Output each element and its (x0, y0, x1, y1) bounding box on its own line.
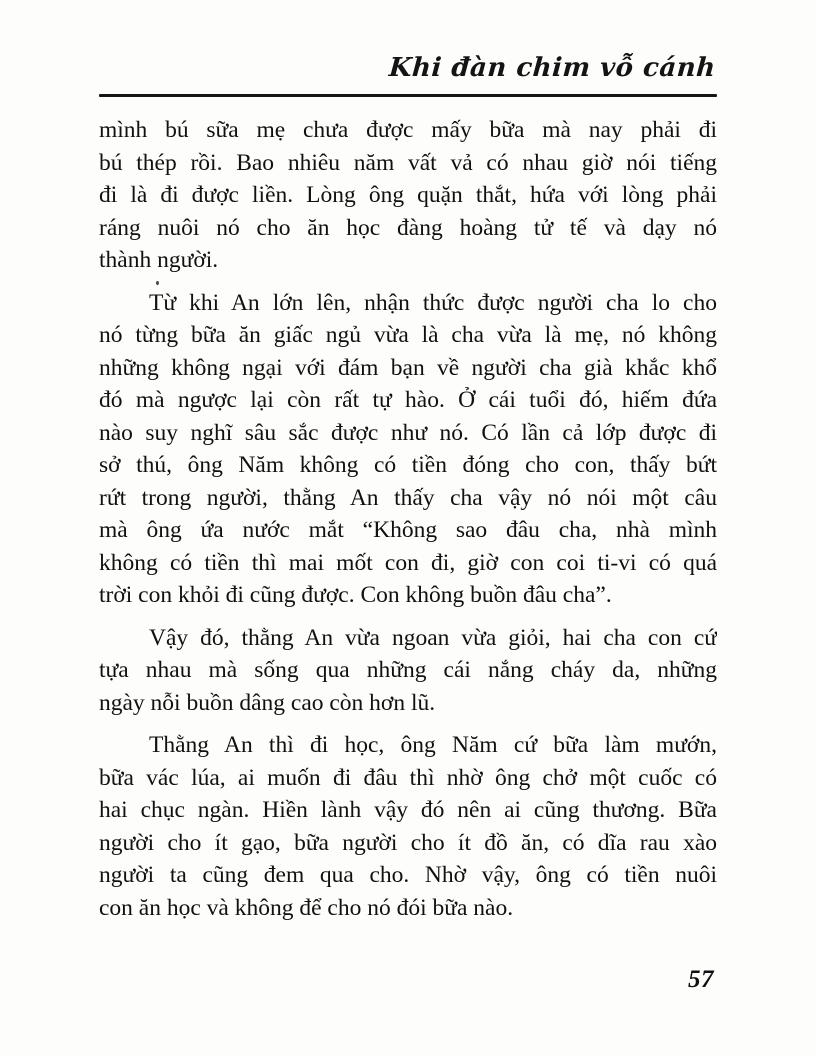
text-line: thành người. (99, 247, 219, 273)
text-line: bú thép rồi. Bao nhiêu năm vất vả có nhau giờ nói tiếng (99, 149, 717, 176)
text-line: đó mà ngược lại còn rất tự hào. Ở cái tuổi đó, hiếm đứa (99, 387, 717, 413)
text-line: con ăn học và không để cho nó đói bữa nào. (99, 894, 514, 921)
paragraph (99, 622, 717, 720)
text-line: đi là đi được liền. Lòng ông quặn thắt, hứa với lòng phải (99, 182, 717, 208)
running-head-title: Khi đàn chim vỗ cánh (388, 53, 718, 83)
text-line: trời con khỏi đi cũng được. Con không buồn đâu cha”. (99, 582, 612, 608)
text-line: bữa vác lúa, ai muốn đi đâu thì nhờ ông chở một cuốc có (99, 764, 717, 791)
paragraph (99, 287, 717, 612)
text-line: ngày nỗi buồn dâng cao còn hơn lũ. (99, 689, 436, 716)
text-line: hai chục ngàn. Hiền lành vậy đó nên ai cũng thương. Bữa (99, 797, 717, 823)
text-line: mình bú sữa mẹ chưa được mấy bữa mà nay phải đi (99, 117, 717, 143)
text-line: Vậy đó, thằng An vừa ngoan vừa giỏi, hai cha con cứ (149, 624, 717, 651)
paragraph (99, 114, 717, 277)
text-line: Từ khi An lớn lên, nhận thức được người cha lo cho (149, 289, 717, 316)
text-line: sở thú, ông Năm không có tiền đóng cho con, thấy bứt (99, 452, 717, 478)
text-line: Thằng An thì đi học, ông Năm cứ bữa làm mướn, (149, 732, 717, 758)
text-line: người ta cũng đem qua cho. Nhờ vậy, ông có tiền nuôi (99, 862, 717, 888)
page-number: 57 (688, 966, 714, 993)
body-text (99, 114, 717, 924)
text-line: những không ngại với đám bạn về người cha già khắc khổ (99, 354, 717, 381)
text-line: nó từng bữa ăn giấc ngủ vừa là cha vừa là mẹ, nó không (99, 322, 717, 348)
ink-speck-artifact (156, 281, 159, 285)
text-line: nào suy nghĩ sâu sắc được như nó. Có lần cả lớp được đi (99, 419, 717, 446)
text-line: ráng nuôi nó cho ăn học đàng hoàng tử tế và dạy nó (99, 214, 717, 241)
header-rule (99, 94, 717, 97)
text-line: tựa nhau mà sống qua những cái nắng cháy da, những (99, 657, 717, 683)
paragraph (99, 729, 717, 924)
text-line: không có tiền thì mai mốt con đi, giờ con coi ti-vi có quá (99, 549, 717, 576)
text-line: mà ông ứa nước mắt “Không sao đâu cha, nhà mình (99, 517, 717, 543)
text-line: người cho ít gạo, bữa người cho ít đồ ăn, có dĩa rau xào (99, 829, 717, 856)
text-line: rứt trong người, thằng An thấy cha vậy nó nói một câu (99, 484, 717, 511)
